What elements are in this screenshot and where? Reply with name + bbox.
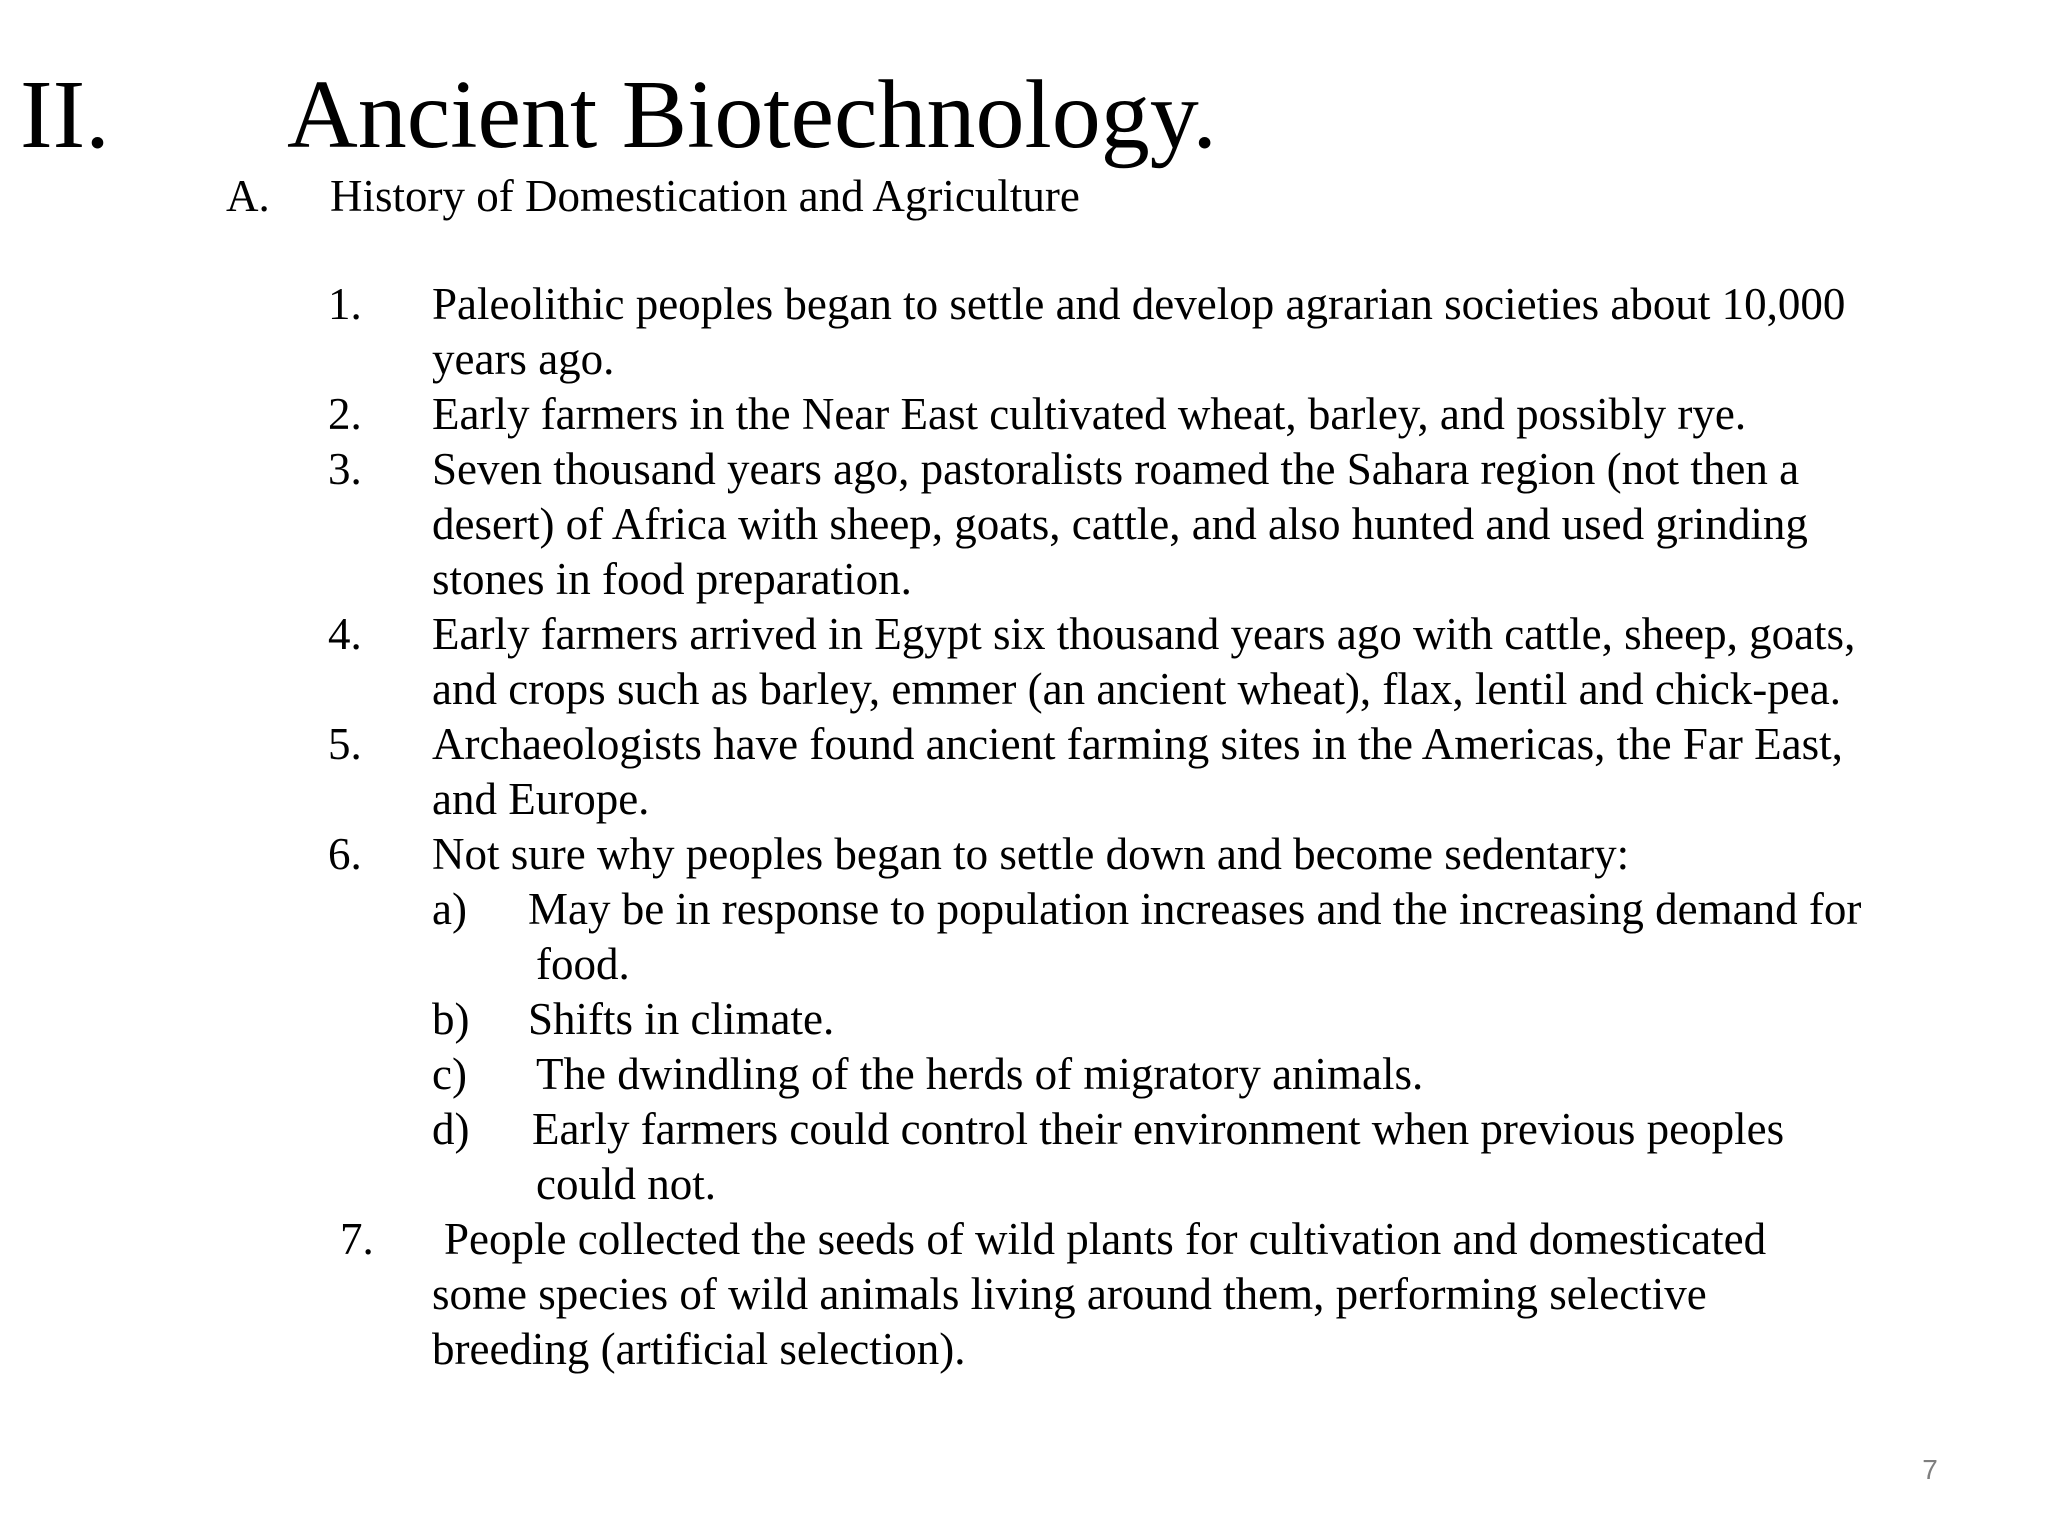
- list-item-marker: 7.: [340, 1214, 374, 1264]
- list-item-line: People collected the seeds of wild plants for cultivation and domesticated: [444, 1214, 1767, 1264]
- sub-item-line: Shifts in climate.: [528, 994, 835, 1044]
- sub-item-line: could not.: [536, 1159, 716, 1209]
- page-number: 7: [1922, 1454, 1938, 1485]
- list-item-marker: 3.: [328, 444, 362, 494]
- list-item-line: Early farmers in the Near East cultivated wheat, barley, and possibly rye.: [432, 389, 1747, 439]
- list-item-marker: 5.: [328, 719, 362, 769]
- subheading: History of Domestication and Agriculture: [330, 171, 1080, 221]
- title-number: II.: [20, 61, 110, 169]
- slide-title: Ancient Biotechnology.: [287, 61, 1217, 169]
- list-item-line: Early farmers arrived in Egypt six thousand years ago with cattle, sheep, goats,: [432, 609, 1856, 659]
- list-item-line: Archaeologists have found ancient farming sites in the Americas, the Far East,: [432, 719, 1843, 769]
- sub-item-line: May be in response to population increases and the increasing demand for: [528, 884, 1862, 934]
- list-item-line: breeding (artificial selection).: [432, 1324, 966, 1374]
- list-item-line: and Europe.: [432, 774, 650, 824]
- sub-item-line: Early farmers could control their environment when previous peoples: [532, 1104, 1785, 1154]
- list-item-marker: 2.: [328, 389, 362, 439]
- sub-item-line: The dwindling of the herds of migratory animals.: [536, 1049, 1424, 1099]
- list-item-line: Not sure why peoples began to settle down and become sedentary:: [432, 829, 1630, 879]
- list-item-line: Paleolithic peoples began to settle and develop agrarian societies about 10,000: [432, 279, 1846, 329]
- sub-item-line: food.: [536, 939, 630, 989]
- sub-item-marker: b): [432, 994, 470, 1044]
- list-item-marker: 1.: [328, 279, 362, 329]
- list-item-line: Seven thousand years ago, pastoralists roamed the Sahara region (not then a: [432, 444, 1800, 494]
- list-item-line: some species of wild animals living around them, performing selective: [432, 1269, 1707, 1319]
- list-item-line: and crops such as barley, emmer (an ancient wheat), flax, lentil and chick-pea.: [432, 664, 1841, 714]
- sub-item-marker: d): [432, 1104, 470, 1154]
- list-item-marker: 6.: [328, 829, 362, 879]
- subheading-marker: A.: [226, 171, 270, 221]
- list-item-line: desert) of Africa with sheep, goats, cattle, and also hunted and used grinding: [432, 499, 1808, 549]
- list-item-line: years ago.: [432, 334, 615, 384]
- sub-item-marker: a): [432, 884, 467, 934]
- list-item-marker: 4.: [328, 609, 362, 659]
- list-item-line: stones in food preparation.: [432, 554, 912, 604]
- sub-item-marker: c): [432, 1049, 467, 1099]
